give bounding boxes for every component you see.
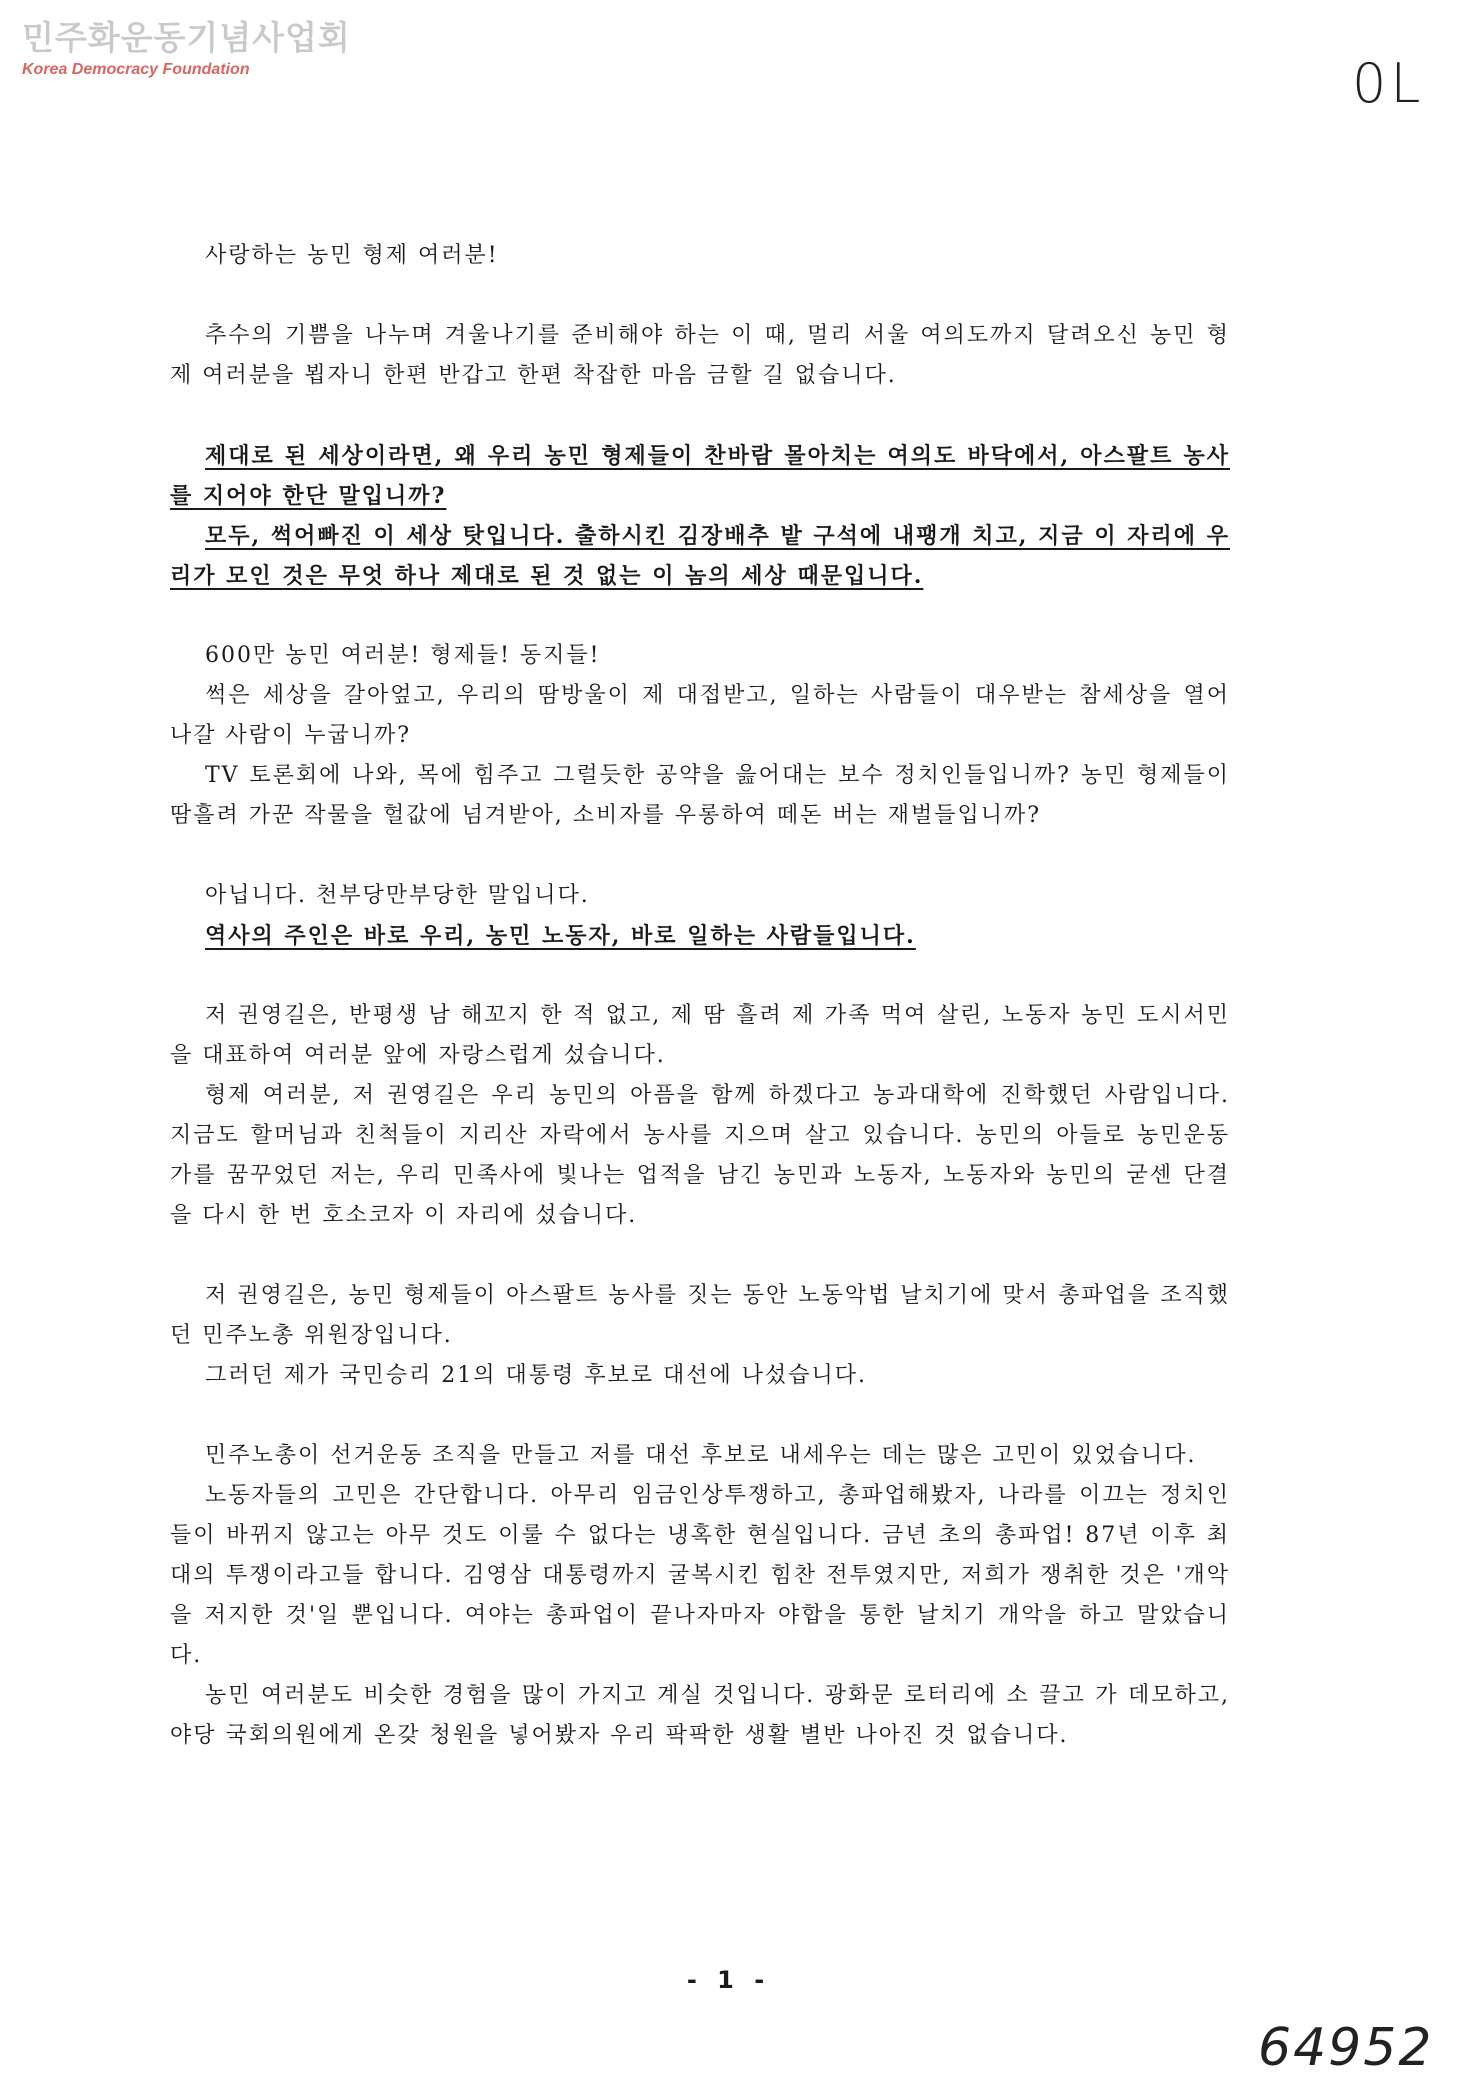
paragraph: 600만 농민 여러분! 형제들! 동지들! <box>205 643 601 668</box>
paragraph-gap <box>170 956 1230 996</box>
paragraph-gap <box>170 836 1230 876</box>
paragraph-gap <box>170 396 1230 436</box>
logo-korean-text: 민주화운동기념사업회 <box>22 18 351 57</box>
paragraph: 노동자들의 고민은 간단합니다. 아무리 임금인상투쟁하고, 총파업해봤자, 나라를 이끄는 정치인들이 바뀌지 않고는 아무 것도 이룰 수 없다는 냉혹한 현실입니다. 금년 초의 총파업! 87년 이후 최대의 투쟁이라고들 합니다. 김영삼 대통령까지 굴복시킨 힘찬 전투였지만, 저희가 쟁취한 것은 '개악을 저지한 것'일 뿐입니다. 여야는 총파업이 끝나자마자 야합을 통한 날치기 개악을 하고 말았습니다. <box>170 1483 1230 1668</box>
paragraph: TV 토론회에 나와, 목에 힘주고 그럴듯한 공약을 읊어대는 보수 정치인들입니까? 농민 형제들이 땀흘려 가꾼 작물을 헐값에 넘겨받아, 소비자를 우롱하여 떼돈 버는 재벌들입니까? <box>170 763 1230 828</box>
emphasized-paragraph: 역사의 주인은 바로 우리, 농민 노동자, 바로 일하는 사람들입니다. <box>205 923 916 949</box>
paragraph: 아닙니다. 천부당만부당한 말입니다. <box>205 883 590 908</box>
paragraph: 그러던 제가 국민승리 21의 대통령 후보로 대선에 나섰습니다. <box>205 1363 867 1388</box>
foundation-logo <box>22 18 351 80</box>
paragraph: 농민 여러분도 비슷한 경험을 많이 가지고 계실 것입니다. 광화문 로터리에 소 끌고 가 데모하고, 야당 국회의원에게 온갖 청원을 넣어봤자 우리 팍팍한 생활 별반 나아진 것 없습니다. <box>170 1683 1230 1748</box>
paragraph: 사랑하는 농민 형제 여러분! <box>205 243 499 268</box>
paragraph-gap <box>170 596 1230 636</box>
logo-english-text: Korea Democracy Foundation <box>22 61 250 78</box>
emphasized-paragraph: 제대로 된 세상이라면, 왜 우리 농민 형제들이 찬바람 몰아치는 여의도 바닥에서, 아스팔트 농사를 지어야 한단 말입니까? <box>170 443 1230 509</box>
paragraph-gap <box>170 1236 1230 1276</box>
paragraph: 민주노총이 선거운동 조직을 만들고 저를 대선 후보로 내세우는 데는 많은 고민이 있었습니다. <box>205 1443 1197 1468</box>
paragraph: 형제 여러분, 저 권영길은 우리 농민의 아픔을 함께 하겠다고 농과대학에 진학했던 사람입니다. 지금도 할머님과 친척들이 지리산 자락에서 농사를 지으며 살고 있습니다. 농민의 아들로 농민운동가를 꿈꾸었던 저는, 우리 민족사에 빛나는 업적을 남긴 농민과 노동자, 노동자와 농민의 굳센 단결을 다시 한 번 호소코자 이 자리에 섰습니다. <box>170 1083 1230 1228</box>
paragraph-gap <box>170 276 1230 316</box>
paragraph: 썩은 세상을 갈아엎고, 우리의 땀방울이 제 대접받고, 일하는 사람들이 대우받는 참세상을 열어 나갈 사람이 누굽니까? <box>170 683 1230 748</box>
handwritten-mark-top: 0L <box>1352 52 1425 115</box>
emphasized-paragraph: 모두, 썩어빠진 이 세상 탓입니다. 출하시킨 김장배추 밭 구석에 내팽개 치고, 지금 이 자리에 우리가 모인 것은 무엇 하나 제대로 된 것 없는 이 놈의 세상 때문입니다. <box>170 523 1230 589</box>
paragraph: 저 권영길은, 반평생 남 해꼬지 한 적 없고, 제 땀 흘려 제 가족 먹여 살린, 노동자 농민 도시서민을 대표하여 여러분 앞에 자랑스럽게 섰습니다. <box>170 1003 1230 1068</box>
page-number: - 1 - <box>686 1966 771 1994</box>
paragraph: 저 권영길은, 농민 형제들이 아스팔트 농사를 짓는 동안 노동악법 날치기에 맞서 총파업을 조직했던 민주노총 위원장입니다. <box>170 1283 1230 1348</box>
document-body <box>170 236 1230 1756</box>
paragraph: 추수의 기쁨을 나누며 겨울나기를 준비해야 하는 이 때, 멀리 서울 여의도까지 달려오신 농민 형제 여러분을 뵙자니 한편 반갑고 한편 착잡한 마음 금할 길 없습니다. <box>170 323 1230 388</box>
paragraph-gap <box>170 1396 1230 1436</box>
handwritten-mark-bottom: 64952 <box>1258 2018 1434 2078</box>
